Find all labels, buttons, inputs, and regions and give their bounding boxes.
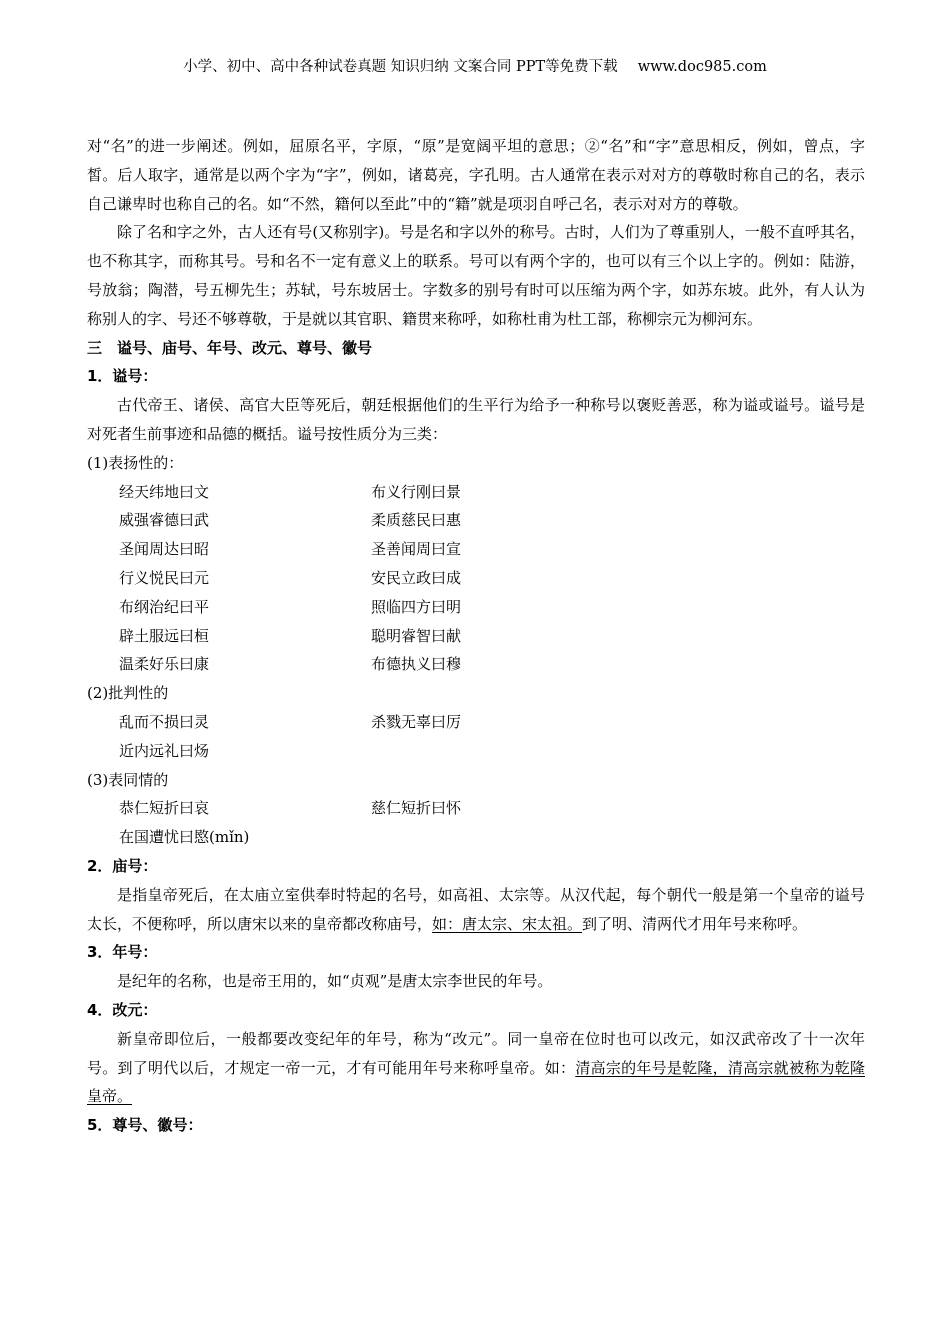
- paragraph-gaiyuan: 新皇帝即位后，一般都要改变纪年的年号，称为“改元”。同一皇帝在位时也可以改元，如汉武帝改了十一次年号。到了明代以后，才规定一帝一元，才有可能用年号来称呼皇帝。如：清高宗的年号是乾隆，清高宗就被称为乾隆皇帝。: [87, 1029, 865, 1106]
- subheading-shihao: 1．谥号：: [87, 367, 158, 386]
- section-heading-3: 三 谥号、庙号、年号、改元、尊号、徽号: [87, 338, 373, 357]
- criticism-list: [87, 708, 865, 766]
- paragraph-name-zi: 对“名”的进一步阐述。例如，屈原名平，字原，“原”是宽阔平坦的意思；②“名”和“字”意思相反，例如，曾点，字皙。后人取字，通常是以两个字为“字”，例如，诸葛亮，字孔明。古人通常在表示对对方的尊敬时称自己的名，表示自己谦卑时也称自己的名。如“不然，籍何以至此”中的“籍”就是项羽自呼己名，表示对对方的尊敬。: [87, 137, 865, 213]
- header-text: 小学、初中、高中各种试卷真题 知识归纳 文案合同 PPT等免费下载: [183, 59, 618, 75]
- list-item: 行义悦民曰元 安民立政曰成: [119, 568, 462, 587]
- sympathy-list: [87, 794, 865, 852]
- list-item: 辟土服远曰桓 聪明睿智曰献: [119, 626, 462, 645]
- list-item: 近内远礼曰炀: [119, 741, 210, 760]
- praise-list: [87, 478, 865, 680]
- list-item: 经天纬地曰文 布义行刚曰景: [119, 482, 462, 501]
- list-item: 在国遭忧曰愍(mǐn): [119, 828, 250, 847]
- underlined-example: 如：唐太宗、宋太祖。: [432, 914, 583, 933]
- category-sympathy: (3)表同情的: [87, 770, 169, 789]
- list-item: 威强睿德曰武 柔质慈民曰惠: [119, 511, 462, 530]
- list-item: 布纲治纪曰平 照临四方曰明: [119, 597, 462, 616]
- list-item: 圣闻周达曰昭 圣善闻周曰宣: [119, 540, 462, 559]
- header-url[interactable]: www.doc985.com: [637, 59, 767, 75]
- paragraph-shihao: 古代帝王、诸侯、高官大臣等死后，朝廷根据他们的生平行为给予一种称号以褒贬善恶，称为谥或谥号。谥号是对死者生前事迹和品德的概括。谥号按性质分为三类：: [87, 396, 865, 443]
- page-header: [0, 57, 950, 77]
- category-praise: (1)表扬性的：: [87, 453, 184, 472]
- paragraph-miaohao: 是指皇帝死后，在太庙立室供奉时特起的名号，如高祖、太宗等。从汉代起，每个朝代一般是第一个皇帝的谥号太长，不便称呼，所以唐宋以来的皇帝都改称庙号，如：唐太宗、宋太祖。到了明、清两代才用年号来称呼。: [87, 885, 865, 933]
- category-criticism: (2)批判性的: [87, 684, 169, 703]
- subheading-zunhao: 5．尊号、徽号：: [87, 1116, 203, 1135]
- subheading-nianhao: 3．年号：: [87, 943, 158, 962]
- list-item: 乱而不损曰灵 杀戮无辜曰厉: [119, 712, 462, 731]
- underlined-example: 清高宗的年号是乾隆，清高宗就被称为乾隆皇帝。: [87, 1058, 865, 1106]
- paragraph-nianhao: 是纪年的名称，也是帝王用的，如“贞观”是唐太宗李世民的年号。: [117, 972, 553, 991]
- list-item: 温柔好乐曰康 布德执义曰穆: [119, 655, 462, 674]
- subheading-miaohao: 2．庙号：: [87, 856, 158, 875]
- subheading-gaiyuan: 4．改元：: [87, 1000, 158, 1019]
- list-item: 恭仁短折曰哀 慈仁短折曰怀: [119, 799, 462, 818]
- paragraph-hao: 除了名和字之外，古人还有号(又称别字)。号是名和字以外的称号。古时，人们为了尊重别人，一般不直呼其名，也不称其字，而称其号。号和名不一定有意义上的联系。号可以有两个字的，也可以有三个以上字的。例如：陆游，号放翁；陶潜，号五柳先生；苏轼，号东坡居士。字数多的别号有时可以压缩为两个字，如苏东坡。此外，有人认为称别人的字、号还不够尊敬，于是就以其官职、籍贯来称呼，如称杜甫为杜工部，称柳宗元为柳河东。: [87, 223, 865, 328]
- document-body: [87, 132, 865, 1140]
